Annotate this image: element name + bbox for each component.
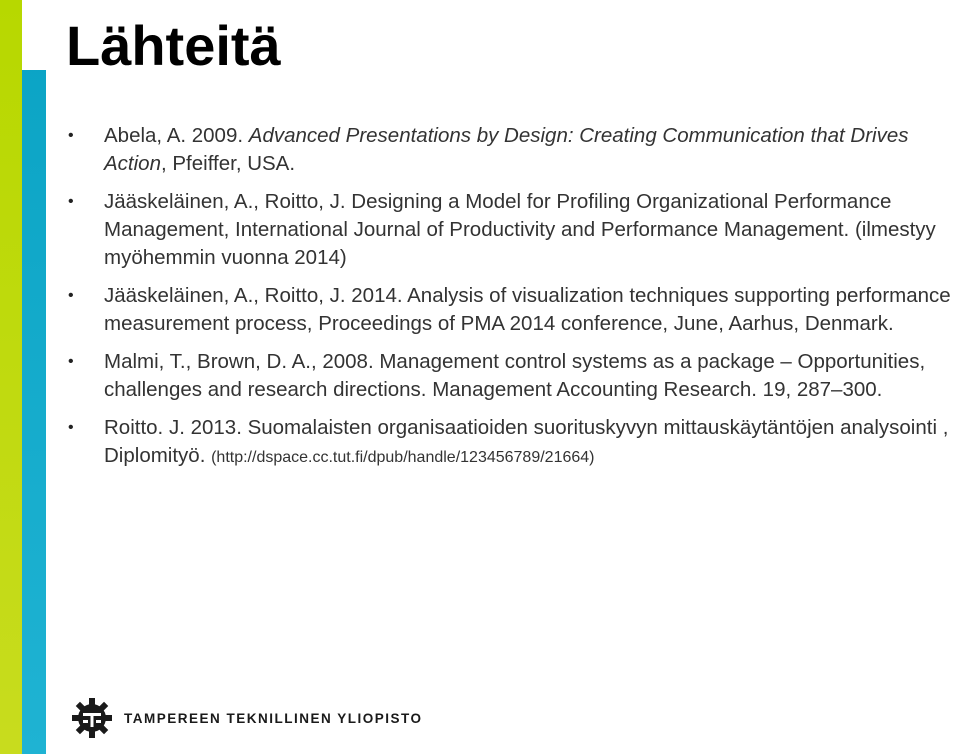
reference-item bbox=[60, 348, 960, 404]
reference-authors: Abela, A. 2009. bbox=[104, 124, 249, 147]
reference-item bbox=[60, 122, 960, 178]
reference-text: Roitto. J. 2013. Suomalaisten organisaatioiden suorituskyvyn mittauskäytäntöjen analysointi , Diplomityö. bbox=[104, 416, 949, 467]
reference-item bbox=[60, 188, 960, 272]
bullet-icon: • bbox=[68, 287, 74, 304]
reference-text: Jääskeläinen, A., Roitto, J. 2014. Analysis of visualization techniques supporting performance measurement process, Proceedings of PMA 2014 conference, June, Aarhus, Denmark. bbox=[104, 284, 951, 335]
accent-bar-blue bbox=[22, 0, 46, 754]
reference-text: Malmi, T., Brown, D. A., 2008. Management control systems as a package – Opportunities, challenges and research directions. Management Accounting Research. 19, 287–300. bbox=[104, 350, 926, 401]
bullet-icon: • bbox=[68, 193, 74, 210]
reference-title: Advanced Presentations by Design: Creating Communication that Drives Action bbox=[104, 124, 909, 175]
reference-text: Jääskeläinen, A., Roitto, J. Designing a Model for Profiling Organizational Performance Management, International Journal of Productivity and Performance Management. (ilmestyy myöhemmin vuonna 2014) bbox=[104, 190, 936, 269]
reference-publisher: , Pfeiffer, USA. bbox=[160, 152, 296, 175]
bullet-icon: • bbox=[68, 419, 74, 436]
university-name: TAMPEREEN TEKNILLINEN YLIOPISTO bbox=[124, 710, 423, 726]
bullet-icon: • bbox=[68, 127, 74, 144]
accent-bar-green bbox=[0, 0, 22, 754]
slide-title: Lähteitä bbox=[66, 14, 281, 77]
gear-cog-icon bbox=[70, 696, 114, 740]
university-logo bbox=[70, 694, 423, 742]
reference-url-link[interactable]: (http://dspace.cc.tut.fi/dpub/handle/123456789/21664) bbox=[211, 449, 595, 466]
reference-item bbox=[60, 414, 960, 472]
reference-list bbox=[60, 122, 960, 482]
bullet-icon: • bbox=[68, 353, 74, 370]
reference-item bbox=[60, 282, 960, 338]
accent-bar-blue-gap bbox=[22, 0, 46, 70]
